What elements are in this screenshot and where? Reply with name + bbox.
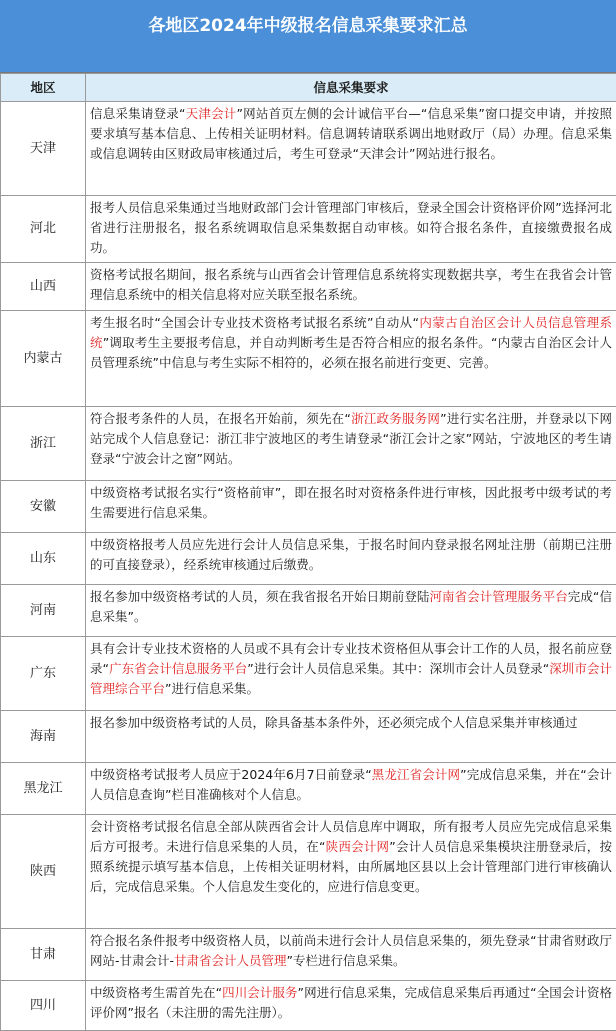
- requirement-cell: [86, 481, 616, 533]
- region-cell: 陕西: [1, 815, 86, 929]
- requirement-text: ”进行信息采集。: [165, 681, 259, 696]
- requirement-text: ”会计人员信息采集模块注册登录后，按照系统提示填写基本信息，上传相关证明材料，由所属地区县以上会计管理部门进行审核确认后，完成信息采集。个人信息发生变化的，应进行信息变更。: [90, 839, 612, 894]
- highlighted-link-text: 内蒙古自治区会计人员信息管理系统: [90, 315, 612, 350]
- requirement-text: 报名参加中级资格考试的人员，须在我省报名开始日期前登陆: [90, 589, 430, 604]
- table-header-row: [1, 74, 616, 102]
- table-row: [1, 196, 616, 263]
- requirement-cell: [86, 533, 616, 585]
- table-row: [1, 637, 616, 711]
- table-row: [1, 815, 616, 929]
- requirement-cell: [86, 196, 616, 263]
- region-cell: 甘肃: [1, 929, 86, 981]
- table-row: [1, 929, 616, 981]
- requirement-cell: [86, 981, 616, 1031]
- page-title: 各地区2024年中级报名信息采集要求汇总: [0, 0, 616, 73]
- highlighted-link-text: 深圳市会计管理综合平台: [90, 661, 612, 696]
- requirement-cell: [86, 102, 616, 196]
- table-row: [1, 263, 616, 311]
- requirement-text: 信息采集请登录“: [90, 106, 186, 121]
- requirement-text: 中级资格报考人员应先进行会计人员信息采集，于报名时间内登录报名网址注册（前期已注册的可直接登录），经系统审核通过后缴费。: [90, 537, 612, 572]
- table-body: [1, 102, 616, 1031]
- requirement-text: 报名参加中级资格考试的人员，除具备基本条件外，还必须完成个人信息采集并审核通过: [90, 715, 578, 730]
- region-cell: 四川: [1, 981, 86, 1031]
- requirement-text: 符合报考条件的人员，在报名开始前，须先在“: [90, 411, 351, 426]
- table-row: [1, 311, 616, 407]
- region-cell: 黑龙江: [1, 763, 86, 815]
- requirement-text: ”进行实名注册，并登录以下网站完成个人信息登记：浙江非宁波地区的考生请登录“浙江会计之家”网站，宁波地区的考生请登录“宁波会计之窗”网站。: [90, 411, 612, 466]
- region-cell: 海南: [1, 711, 86, 763]
- requirements-table: [0, 73, 616, 1031]
- requirement-cell: [86, 763, 616, 815]
- requirement-cell: [86, 929, 616, 981]
- highlighted-link-text: 浙江政务服务网: [350, 411, 441, 426]
- highlighted-link-text: 黑龙江省会计网: [371, 767, 461, 782]
- region-cell: 山西: [1, 263, 86, 311]
- region-cell: 内蒙古: [1, 311, 86, 407]
- requirement-text: 报考人员信息采集通过当地财政部门会计管理部门审核后，登录全国会计资格评价网”选择河北省进行注册报名，报名系统调取信息采集数据自动审核。如符合报名条件，直接缴费报名成功。: [90, 200, 612, 255]
- highlighted-link-text: 甘肃省会计人员管理: [174, 953, 287, 968]
- region-cell: 广东: [1, 637, 86, 711]
- region-cell: 浙江: [1, 407, 86, 481]
- region-cell: 河南: [1, 585, 86, 637]
- table-row: [1, 763, 616, 815]
- highlighted-link-text: 河南省会计管理服务平台: [429, 589, 568, 604]
- region-cell: 山东: [1, 533, 86, 585]
- requirement-text: 中级资格考生需首先在“: [90, 985, 223, 1000]
- table-row: [1, 585, 616, 637]
- table-row: [1, 533, 616, 585]
- header-requirement: 信息采集要求: [86, 74, 616, 102]
- requirement-text: ”进行会计人员信息采集。其中：深圳市会计人员登录“: [247, 661, 550, 676]
- requirement-text: ”调取考生主要报考信息，并自动判断考生是否符合相应的报名条件。“内蒙古自治区会计人员管理系统”中信息与考生实际不相符的，必须在报名前进行变更、完善。: [90, 335, 612, 370]
- requirement-cell: [86, 815, 616, 929]
- requirement-text: 符合报名条件报考中级资格人员，以前尚未进行会计人员信息采集的，须先登录“甘肃省财政厅网站-甘肃会计-: [90, 933, 612, 968]
- header-region: 地区: [1, 74, 86, 102]
- requirement-cell: [86, 637, 616, 711]
- requirement-text: 中级资格考试报考人员应于2024年6月7日前登录“: [90, 767, 372, 782]
- region-cell: 安徽: [1, 481, 86, 533]
- highlighted-link-text: 天津会计: [185, 106, 237, 121]
- requirement-text: ”网站首页左侧的会计诚信平台—“信息采集”窗口提交申请，并按照要求填写基本信息、上传相关证明材料。信息调转请联系调出地财政厅（局）办理。信息采集或信息调转由区财政局审核通过后，考生可登录“天津会计”网站进行报名。: [90, 106, 612, 161]
- requirement-cell: [86, 407, 616, 481]
- highlighted-link-text: 陕西会计网: [325, 839, 390, 854]
- requirement-text: 考生报名时“全国会计专业技术资格考试报名系统”自动从“: [90, 315, 419, 330]
- highlighted-link-text: 广东省会计信息服务平台: [109, 661, 248, 676]
- requirement-text: 完成“信息采集”。: [90, 589, 612, 624]
- table-row: [1, 407, 616, 481]
- table-row: [1, 102, 616, 196]
- highlighted-link-text: 四川会计服务: [222, 985, 298, 1000]
- region-cell: 天津: [1, 102, 86, 196]
- requirement-text: 资格考试报名期间，报名系统与山西省会计管理信息系统将实现数据共享，考生在我省会计管理信息系统中的相关信息将对应关联至报名系统。: [90, 267, 612, 302]
- region-cell: 河北: [1, 196, 86, 263]
- requirement-text: 具有会计专业技术资格的人员或不具有会计专业技术资格但从事会计工作的人员，报名前应登录“: [90, 641, 612, 676]
- requirement-text: ”专栏进行信息采集。: [286, 953, 406, 968]
- requirement-cell: [86, 711, 616, 763]
- table-row: [1, 981, 616, 1031]
- requirement-cell: [86, 585, 616, 637]
- requirement-cell: [86, 263, 616, 311]
- table-row: [1, 481, 616, 533]
- requirement-text: 会计资格考试报名信息全部从陕西省会计人员信息库中调取，所有报考人员应先完成信息采集后方可报考。未进行信息采集的人员，在“: [90, 819, 612, 854]
- table-row: [1, 711, 616, 763]
- requirement-text: 中级资格考试报名实行“资格前审”，即在报名时对资格条件进行审核，因此报考中级考试的考生需要进行信息采集。: [90, 485, 612, 520]
- requirement-text: ”完成信息采集，并在“会计人员信息查询”栏目准确核对个人信息。: [90, 767, 612, 802]
- requirement-cell: [86, 311, 616, 407]
- requirement-text: ”网进行信息采集，完成信息采集后再通过“全国会计资格评价网”报名（未注册的需先注册）。: [90, 985, 613, 1020]
